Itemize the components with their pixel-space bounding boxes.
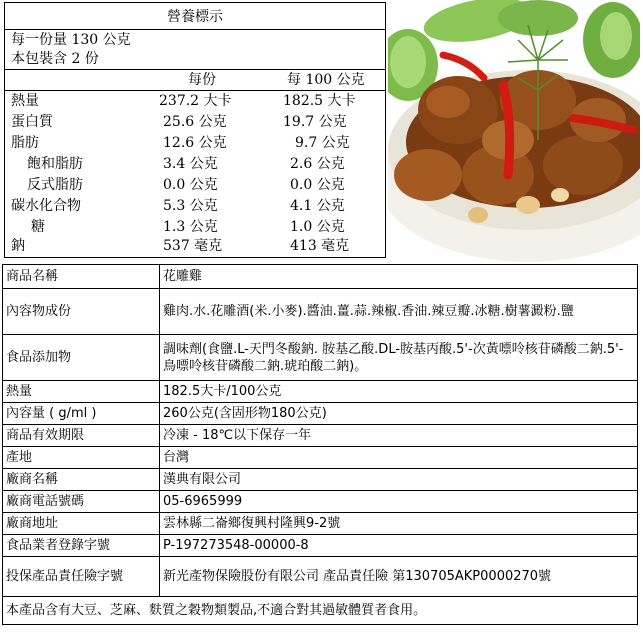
table-row xyxy=(3,447,638,469)
product-info-table xyxy=(2,264,638,625)
row-key: 食品業者登錄字號 xyxy=(3,535,160,557)
nutrition-title: 營養標示 xyxy=(167,9,223,25)
table-row xyxy=(3,491,638,513)
nutrient-label: 熱量 xyxy=(11,93,39,109)
row-value: 新光產物保險股份有限公司 產品責任險 第130705AKP0000270號 xyxy=(160,557,638,597)
table-row xyxy=(3,381,638,403)
nutrient-label: 脂肪 xyxy=(11,135,39,151)
per-serving-value: 25.6 公克 xyxy=(163,114,227,130)
row-value: 調味劑(食鹽.L-天門冬酸鈉. 胺基乙酸.DL-胺基丙酸.5'-次黃嘌呤核苷磷酸二鈉.5'-鳥嘌呤核苷磷酸二鈉.琥珀酸二鈉)。 xyxy=(160,335,638,381)
nutrient-label: 反式脂肪 xyxy=(27,177,83,193)
nutrient-label: 飽和脂肪 xyxy=(27,156,83,172)
row-value: 台灣 xyxy=(160,447,638,469)
table-row xyxy=(3,289,638,335)
row-value: 花雕雞 xyxy=(160,265,638,289)
table-row xyxy=(3,513,638,535)
row-key: 熱量 xyxy=(3,381,160,403)
per-100g-value: 9.7 公克 xyxy=(295,135,350,151)
nutrition-row-protein xyxy=(5,112,385,133)
per-serving-value: 3.4 公克 xyxy=(163,156,218,172)
nutrition-row-trans-fat xyxy=(5,175,385,196)
nutrition-row-fat xyxy=(5,133,385,154)
row-value: 雞肉.水.花雕酒(米.小麥).醬油.薑.蒜.辣椒.香油.辣豆瓣.冰糖.樹薯澱粉.鹽 xyxy=(160,289,638,335)
row-key: 商品名稱 xyxy=(3,265,160,289)
col-header-per-100g: 每 100 公克 xyxy=(287,72,365,88)
nutrition-row-saturated-fat xyxy=(5,154,385,175)
nutrition-row-sugar xyxy=(5,217,385,238)
food-photo xyxy=(388,0,640,262)
table-row xyxy=(3,469,638,491)
divider xyxy=(5,69,385,70)
row-key: 食品添加物 xyxy=(3,335,160,381)
per-serving-value: 1.3 公克 xyxy=(163,219,218,235)
row-key: 產地 xyxy=(3,447,160,469)
col-header-per-serving: 每份 xyxy=(188,72,216,88)
nutrient-label: 鈉 xyxy=(11,238,25,254)
table-row xyxy=(3,335,638,381)
row-value: 漢典有限公司 xyxy=(160,469,638,491)
nutrition-facts-panel xyxy=(4,2,386,258)
allergen-note: 本產品含有大豆、芝麻、麩質之穀物類製品,不適合對其過敏體質者食用。 xyxy=(3,597,638,625)
row-key: 投保產品責任險字號 xyxy=(3,557,160,597)
row-key: 商品有效期限 xyxy=(3,425,160,447)
nutrient-label: 糖 xyxy=(31,219,45,235)
table-row xyxy=(3,403,638,425)
row-key: 內容物成份 xyxy=(3,289,160,335)
per-100g-value: 1.0 公克 xyxy=(290,219,345,235)
table-row xyxy=(3,265,638,289)
row-value: P-197273548-00000-8 xyxy=(160,535,638,557)
per-serving-value: 537 毫克 xyxy=(163,238,223,254)
nutrition-row-energy xyxy=(5,91,385,112)
table-row xyxy=(3,425,638,447)
row-key: 內容量 ( g/ml ) xyxy=(3,403,160,425)
per-serving-value: 237.2 大卡 xyxy=(159,93,232,109)
nutrition-row-sodium xyxy=(5,236,385,257)
per-100g-value: 182.5 大卡 xyxy=(283,93,356,109)
per-100g-value: 2.6 公克 xyxy=(290,156,345,172)
table-row xyxy=(3,557,638,597)
servings-per-package: 本包裝含 2 份 xyxy=(11,51,99,67)
nutrient-label: 碳水化合物 xyxy=(11,198,81,214)
row-value: 182.5大卡/100公克 xyxy=(160,381,638,403)
serving-size: 每一份量 130 公克 xyxy=(11,32,131,48)
allergen-row xyxy=(3,597,638,625)
per-100g-value: 0.0 公克 xyxy=(290,177,345,193)
row-value: 260公克(含固形物180公克) xyxy=(160,403,638,425)
per-serving-value: 5.3 公克 xyxy=(163,198,218,214)
nutrient-label: 蛋白質 xyxy=(11,114,53,130)
row-key: 廠商名稱 xyxy=(3,469,160,491)
row-key: 廠商地址 xyxy=(3,513,160,535)
row-value: 雲林縣二崙鄉復興村隆興9-2號 xyxy=(160,513,638,535)
row-key: 廠商電話號碼 xyxy=(3,491,160,513)
row-value: 冷凍 - 18℃以下保存一年 xyxy=(160,425,638,447)
nutrition-row-carbohydrate xyxy=(5,196,385,217)
per-100g-value: 4.1 公克 xyxy=(290,198,345,214)
per-100g-value: 19.7 公克 xyxy=(283,114,347,130)
per-serving-value: 0.0 公克 xyxy=(163,177,218,193)
table-row xyxy=(3,535,638,557)
per-100g-value: 413 毫克 xyxy=(290,238,350,254)
divider xyxy=(5,29,385,30)
per-serving-value: 12.6 公克 xyxy=(163,135,227,151)
row-value: 05-6965999 xyxy=(160,491,638,513)
